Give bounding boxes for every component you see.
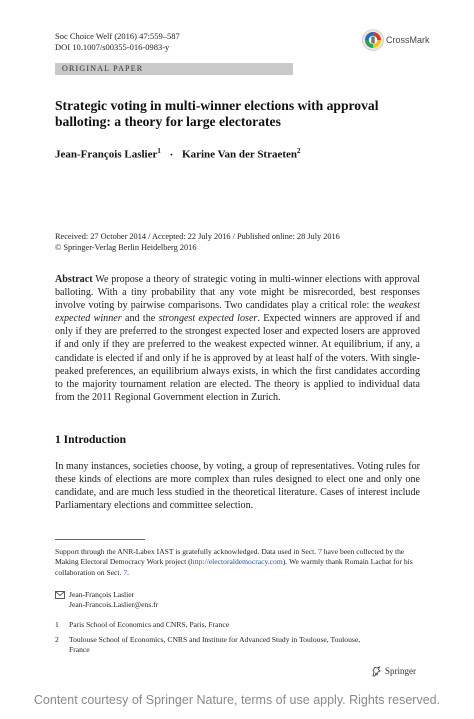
section-heading-introduction: 1 Introduction bbox=[55, 434, 127, 446]
publication-dates bbox=[55, 231, 340, 253]
author-1[interactable]: Jean-François Laslier bbox=[55, 148, 158, 161]
section-bar bbox=[55, 63, 293, 75]
abstract bbox=[55, 273, 420, 404]
affiliation-1-text: Paris School of Economics and CNRS, Paris, France bbox=[69, 620, 230, 629]
author-2-affiliation: 2 bbox=[297, 147, 301, 155]
section-label: ORIGINAL PAPER bbox=[62, 64, 144, 73]
affiliation-2 bbox=[55, 635, 422, 657]
ack-text-4: . bbox=[127, 567, 130, 577]
doi[interactable]: DOI 10.1007/s00355-016-0983-y bbox=[55, 42, 170, 52]
introduction-paragraph: In many instances, societies choose, by voting, a group of representatives. Voting rules for these kinds of elections are more complex than rules designed to elect one and only one candidate, and are much less studied in the theoretical literature. Cases of interest include Parliamentary elections and committee selection. bbox=[55, 461, 420, 512]
project-url-link[interactable]: http://electoraldemocracy.com bbox=[190, 557, 283, 567]
copyright-line: © Springer-Verlag Berlin Heidelberg 2016 bbox=[55, 243, 197, 252]
abstract-text-2: and the bbox=[121, 313, 159, 325]
section-link-2[interactable]: 7 bbox=[123, 567, 128, 577]
footnote-rule bbox=[55, 539, 145, 540]
affiliation-2-text: Toulouse School of Economics, CNRS and Institute for Advanced Study in Toulouse, Toulouse, France bbox=[69, 635, 361, 655]
envelope-icon bbox=[55, 591, 65, 599]
acknowledgement-footnote bbox=[55, 547, 422, 578]
ack-text-2: have been collected by the Making Electoral Democracy Work project ( bbox=[55, 547, 405, 567]
crossmark-label: CrossMark bbox=[386, 35, 430, 45]
abstract-text-3: . Expected winners are approved if and only if they are preferred to the strongest expected loser and expected losers are approved if and only if they are preferred to the weakest expected winner. At equilibrium, if any, a candidate is elected if and only if he is approved by at least half of the voters. With single-peaked preferences, an equilibrium always exists, in which the first candidates according to the majority tournament relation are elected. The theory is applied to individual data from the 2011 Regional Government election in Zurich. bbox=[55, 313, 420, 403]
ack-text-3: ). We warmly thank Romain Lachat for his collaboration on Sect. bbox=[55, 557, 413, 577]
springer-horse-icon bbox=[371, 666, 382, 677]
springer-logo bbox=[371, 666, 416, 677]
abstract-label: Abstract bbox=[55, 274, 93, 285]
author-1-affiliation: 1 bbox=[157, 147, 161, 155]
title-line-2: balloting: a theory for large electorates bbox=[55, 114, 281, 129]
publisher-name: Springer bbox=[385, 666, 416, 676]
courtesy-notice: Content courtesy of Springer Nature, terms of use apply. Rights reserved. bbox=[33, 693, 441, 707]
crossmark-badge[interactable] bbox=[362, 29, 442, 53]
paper-title bbox=[55, 98, 425, 130]
section-link-1[interactable]: 7 bbox=[318, 547, 322, 556]
journal-citation: Soc Choice Welf (2016) 47:559–587 bbox=[55, 31, 180, 41]
author-list bbox=[55, 147, 301, 161]
author-2[interactable]: Karine Van der Straeten bbox=[182, 148, 298, 161]
contact-name: Jean-François Laslier bbox=[69, 590, 135, 599]
dates-line: Received: 27 October 2014 / Accepted: 22 July 2016 / Published online: 28 July 2016 bbox=[55, 232, 340, 241]
corresponding-author bbox=[55, 590, 422, 612]
ack-text-1: Support through the ANR-Labex IAST is gratefully acknowledged. Data used in Sect. bbox=[55, 547, 319, 556]
affiliation-1-number: 1 bbox=[55, 620, 59, 629]
contact-email[interactable]: Jean-Francois.Laslier@ens.fr bbox=[69, 600, 159, 610]
author-separator: · bbox=[169, 148, 174, 161]
crossmark-icon bbox=[362, 29, 384, 51]
title-line-1: Strategic voting in multi-winner elections with approval bbox=[55, 98, 379, 113]
abstract-term-weakest: weakest expected winner bbox=[55, 300, 420, 325]
affiliation-1 bbox=[55, 620, 422, 631]
abstract-term-strongest: strongest expected loser bbox=[158, 313, 258, 325]
abstract-text-1: We propose a theory of strategic voting in multi-winner elections with approval balloting. With a tiny probability that any vote might be misrecorded, best responses involve voting by pairwise comparisons. Two candidates play a critical role: the bbox=[55, 274, 420, 312]
affiliation-2-number: 2 bbox=[55, 635, 59, 644]
